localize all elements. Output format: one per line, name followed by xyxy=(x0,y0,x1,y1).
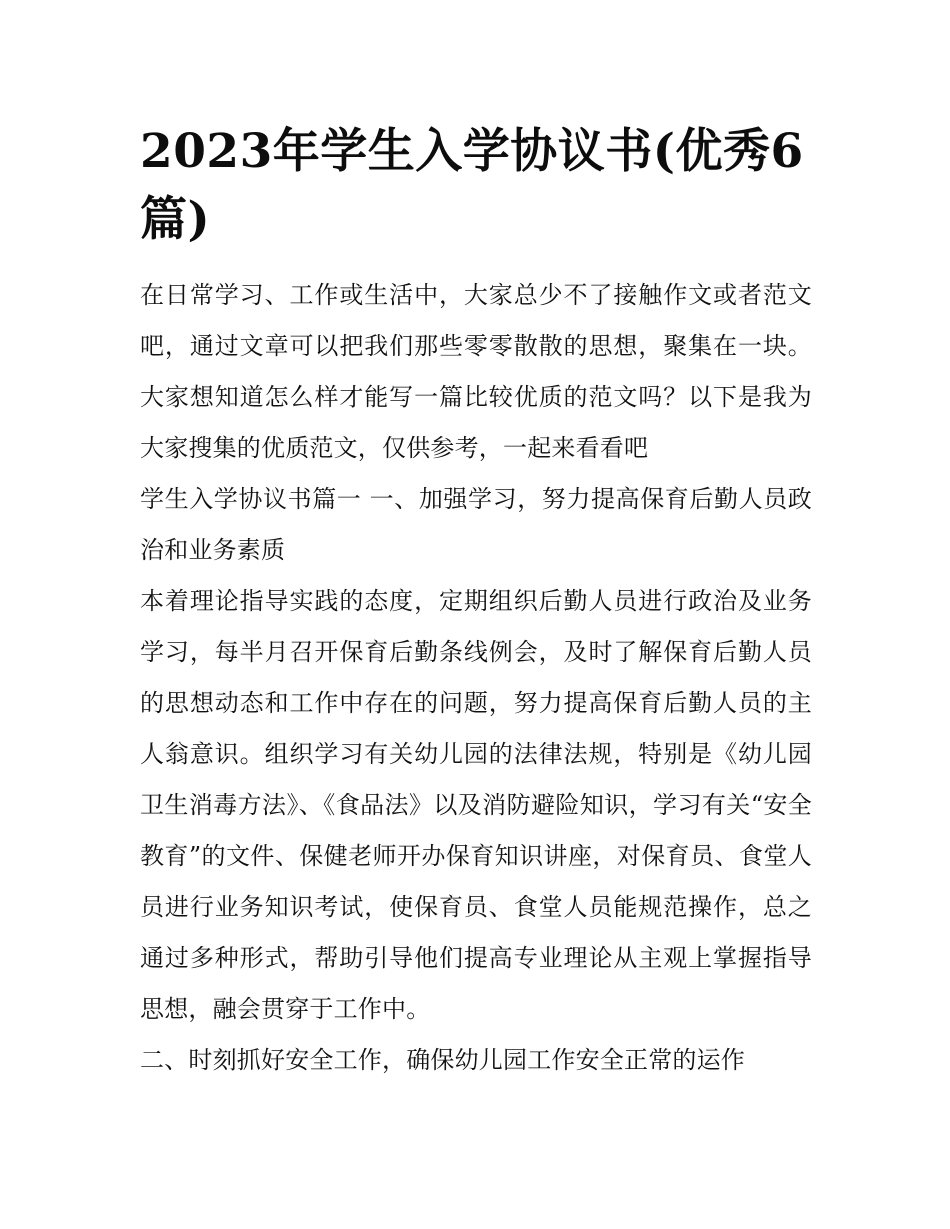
paragraph-section-2-heading: 二、时刻抓好安全工作，确保幼儿园工作安全正常的运作 xyxy=(140,1046,745,1074)
document-body xyxy=(140,270,812,1086)
document-title: 2023年学生入学协议书(优秀6篇) xyxy=(140,124,804,247)
paragraph-section-1-body: 本着理论指导实践的态度，定期组织后勤人员进行政治及业务学习，每半月召开保育后勤条线例会，及时了解保育后勤人员的思想动态和工作中存在的问题，努力提高保育后勤人员的主人翁意识。组织学习有关幼儿园的法律法规，特别是《幼儿园卫生消毒方法》、《食品法》以及消防避险知识，学习有关“安全教育”的文件、保健老师开办保育知识讲座，对保育员、食堂人员进行业务知识考试，使保育员、食堂人员能规范操作，总之通过多种形式，帮助引导他们提高专业理论从主观上掌握指导思想，融会贯穿于工作中。 xyxy=(140,587,812,1023)
paragraph-intro: 在日常学习、工作或生活中，大家总少不了接触作文或者范文吧，通过文章可以把我们那些零零散散的思想，聚集在一块。大家想知道怎么样才能写一篇比较优质的范文吗？以下是我为大家搜集的优质范文，仅供参考，一起来看看吧 xyxy=(140,281,812,462)
document-page xyxy=(140,118,812,1086)
paragraph-section-1-heading: 学生入学协议书篇一 一、加强学习，努力提高保育后勤人员政治和业务素质 xyxy=(140,485,812,564)
